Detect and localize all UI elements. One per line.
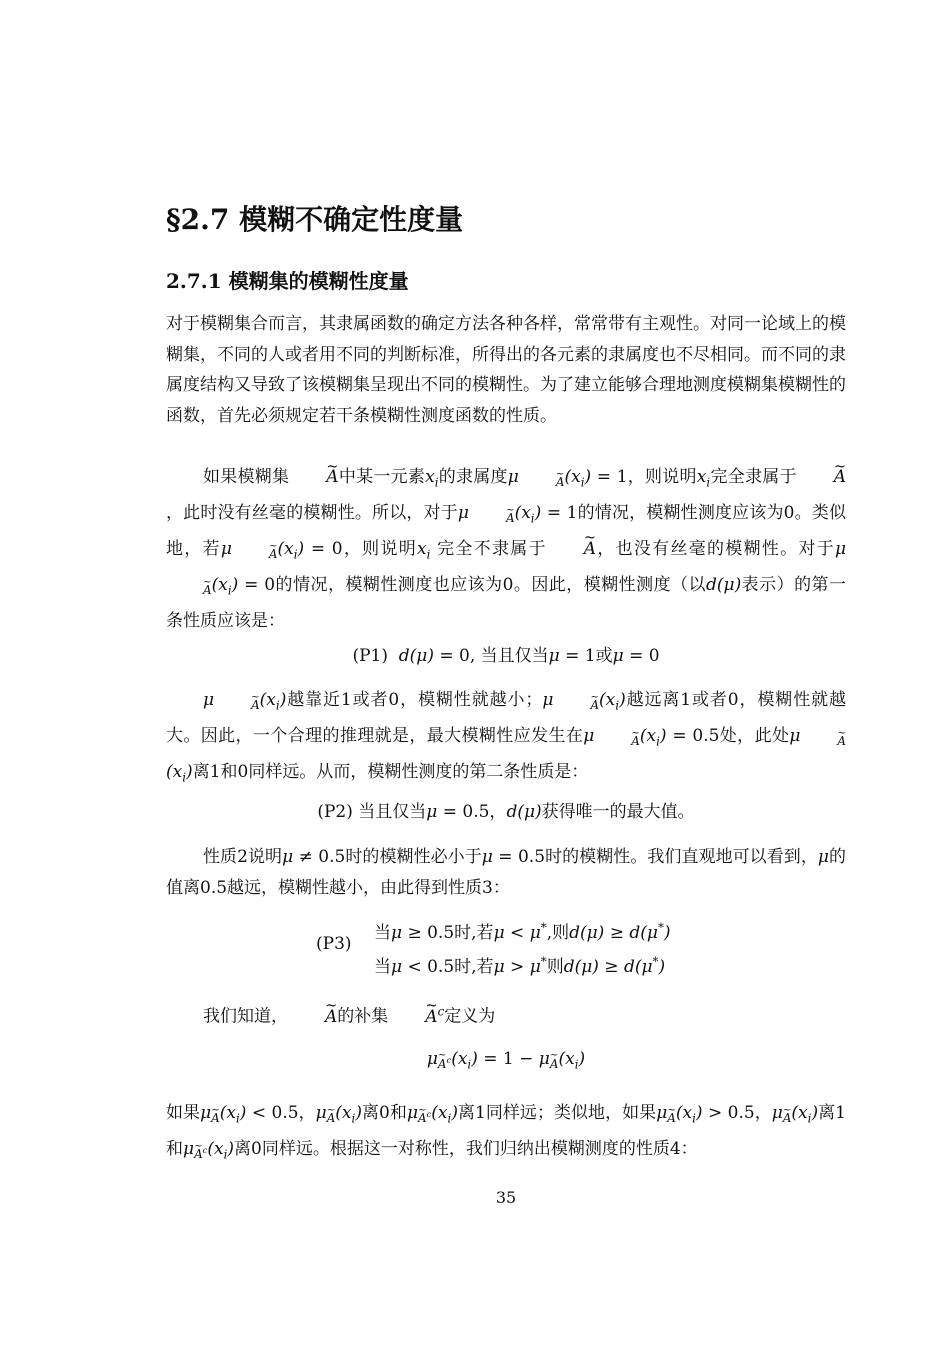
paragraph-5: 我们知道，~ A的补集~ $A^c$定义为 [166, 996, 846, 1032]
paragraph-intro: 对于模糊集合而言，其隶属函数的确定方法各种各样，常常带有主观性。对同一论域上的模糊集，不同的人或者用不同的判断标准，所得出的各元素的隶属度也不尽相同。而不同的隶属度结构又导致了该模糊集呈现出不同的模糊性。为了建立能够合理地测度模糊集模糊性的函数，首先必须规定若干条模糊性测度函数的性质。 [166, 314, 846, 426]
paragraph-4: 性质2说明μ ≠ 0.5时的模糊性必小于μ = 0.5时的模糊性。我们直观地可以看到，μ的值离0.5越远，模糊性越小，由此得到性质3： [166, 847, 847, 898]
equation-p3-line-2: 当μ < 0.5时,若μ > μ*则d(μ) ≥ d(μ*) [374, 954, 666, 977]
page-number: 35 [495, 1188, 517, 1207]
paragraph-3: μ~ $_A(x_i)$越靠近1或者0，模糊性就越小；μ~ $_A(x_i)$越远离1或者0，模糊性就越大。因此，一个合理的推理就是，最大模糊性应发生在μ~ $_A(x_i) = 0.5$处，此处μ~ $_A(x_i)$离1和0同样远。从而，模糊性测度的第二条性质是： [166, 685, 846, 793]
paragraph-6: 如果μ~ $_A(x_i) < 0.5$，μ~ $_A(x_i)$离0和μ~ $_{A^c}(x_i)$离1同样远；类似地，如果μ~ $_A(x_i) > 0.5$，μ~ $_A(x_i)$离1和μ~ $_{A^c}(x_i)$离0同样远。根据这一对称性，我们归纳出模糊测度的性质4： [166, 1098, 846, 1170]
equation-p2: (P2) 当且仅当μ = 0.5，d(μ)获得唯一的最大值。 [317, 802, 695, 822]
subsection-title: 2.7.1 模糊集的模糊性度量 [166, 269, 409, 293]
equation-p3-line-1: 当μ ≥ 0.5时,若μ < μ*,则d(μ) ≥ d(μ*) [374, 920, 671, 943]
equation-p1: (P1) d(μ) = 0, 当且仅当μ = 1或μ = 0 [352, 646, 660, 666]
section-title: §2.7 模糊不确定性度量 [166, 203, 464, 236]
paragraph-2: 如果模糊集~ A中某一元素$x_i$的隶属度μ~ $_A(x_i) = 1$，则说明$x_i$完全隶属于~ A，此时没有丝毫的模糊性。所以，对于μ~ $_A(x_i) = 1$的情况，模糊性测度应该为0。类似地，若μ~ $_A(x_i) = 0$，则说明$x_i$ 完全不隶属于~ A，也没有丝毫的模糊性。对于μ~ $_A(x_i) = 0$的情况，模糊性测度也应该为0。因此，模糊性测度（以d(μ)表示）的第一条性质应该是： [166, 462, 846, 636]
equation-complement: μ~ $_{A^c}(x_i) = 1$ − μ~ $_A(x_i)$ [166, 1049, 846, 1071]
